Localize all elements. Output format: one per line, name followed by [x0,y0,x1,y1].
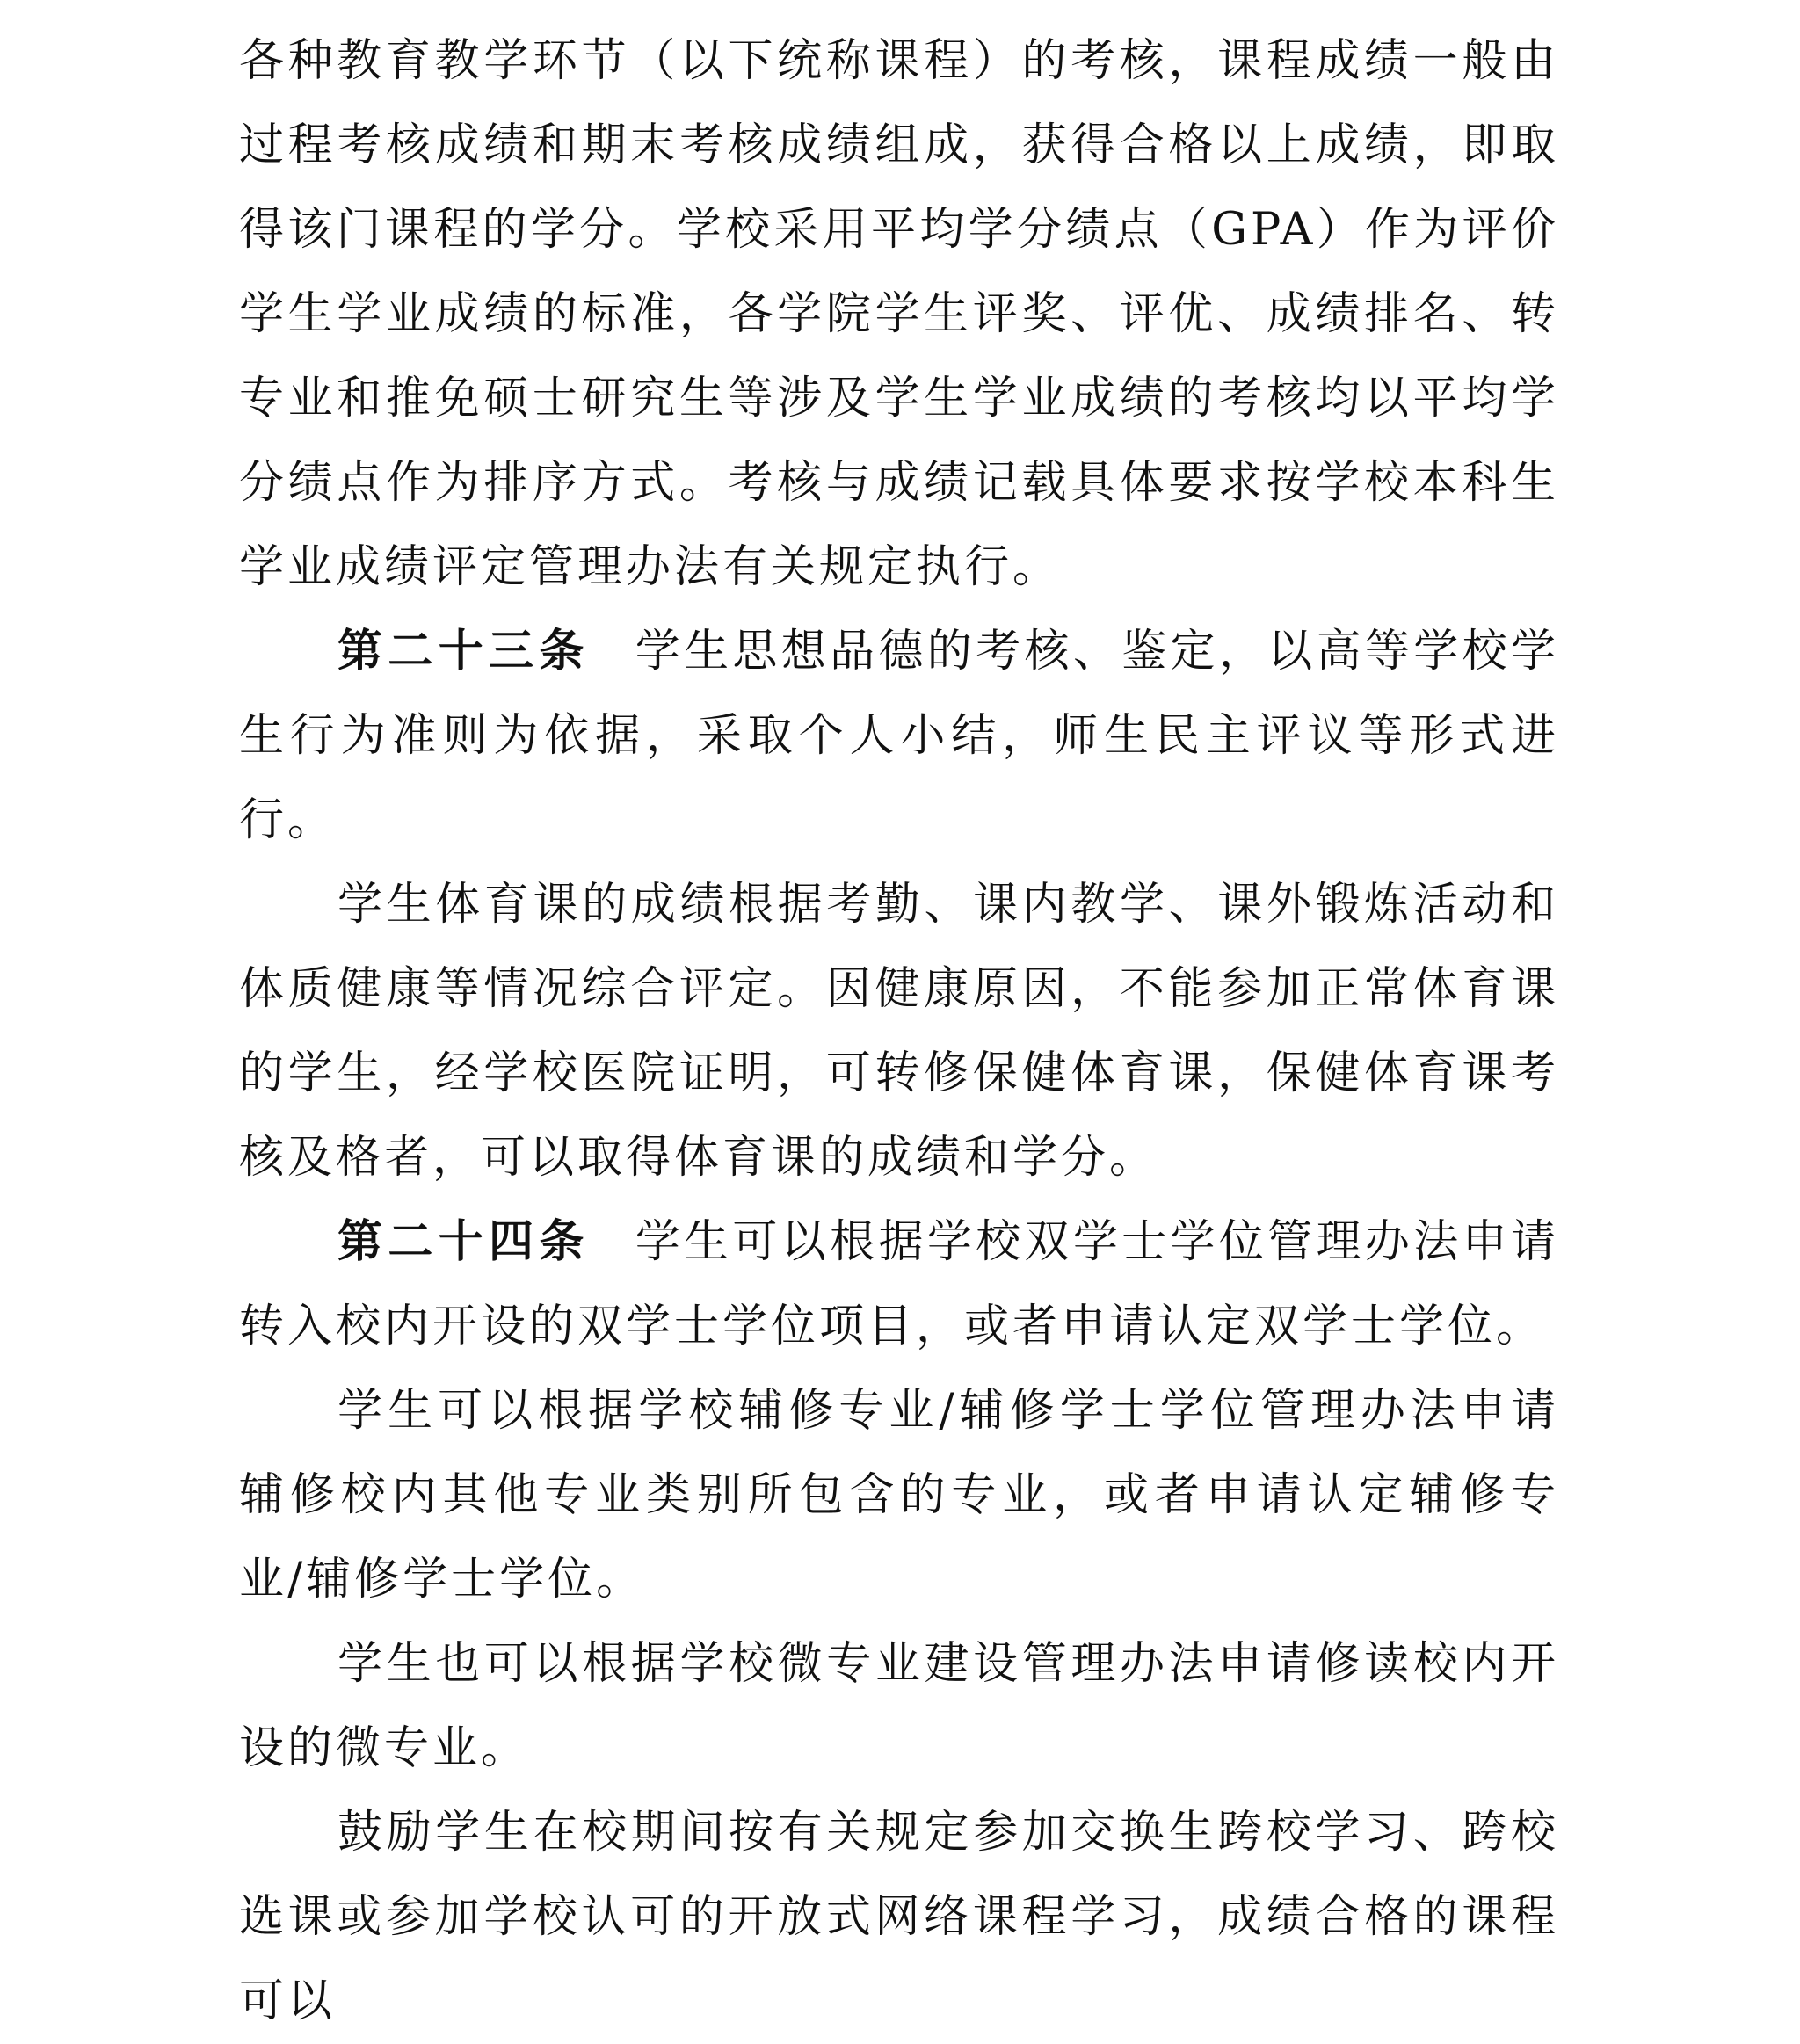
paragraph-text: 鼓励学生在校期间按有关规定参加交换生跨校学习、跨校选课或参加学校认可的开放式网络课程学习，成绩合格的课程可以 [239,1807,1559,2027]
paragraph-text: 学生也可以根据学校微专业建设管理办法申请修读校内开设的微专业。 [239,1638,1559,1774]
paragraph-article-23 [239,610,1559,863]
paragraph-assessment-grades [239,19,1559,610]
paragraph-exchange-study [239,1791,1559,2044]
paragraph-article-24 [239,1200,1559,1369]
paragraph-text: 各种教育教学环节（以下统称课程）的考核，课程成绩一般由过程考核成绩和期末考核成绩组成，获得合格以上成绩，即取得该门课程的学分。学校采用平均学分绩点（GPA）作为评价学生学业成绩的标准，各学院学生评奖、评优、成绩排名、转专业和推免硕士研究生等涉及学生学业成绩的考核均以平均学分绩点作为排序方式。考核与成绩记载具体要求按学校本科生学业成绩评定管理办法有关规定执行。 [239,35,1559,593]
paragraph-micro-major [239,1622,1559,1791]
document-page [239,0,1559,2027]
paragraph-text: 学生可以根据学校辅修专业/辅修学士学位管理办法申请辅修校内其他专业类别所包含的专业，或者申请认定辅修专业/辅修学士学位。 [239,1385,1559,1605]
paragraph-text: 学生思想品德的考核、鉴定，以高等学校学生行为准则为依据，采取个人小结，师生民主评议等形式进行。 [239,626,1559,846]
paragraph-text: 学生可以根据学校双学士学位管理办法申请转入校内开设的双学士学位项目，或者申请认定双学士学位。 [239,1216,1559,1352]
article-number: 第二十四条 [338,1216,590,1268]
paragraph-pe-grades [239,863,1559,1200]
paragraph-text: 学生体育课的成绩根据考勤、课内教学、课外锻炼活动和体质健康等情况综合评定。因健康原因，不能参加正常体育课的学生，经学校医院证明，可转修保健体育课，保健体育课考核及格者，可以取得体育课的成绩和学分。 [239,879,1559,1184]
paragraph-minor-degree [239,1369,1559,1622]
article-number: 第二十三条 [338,626,590,678]
